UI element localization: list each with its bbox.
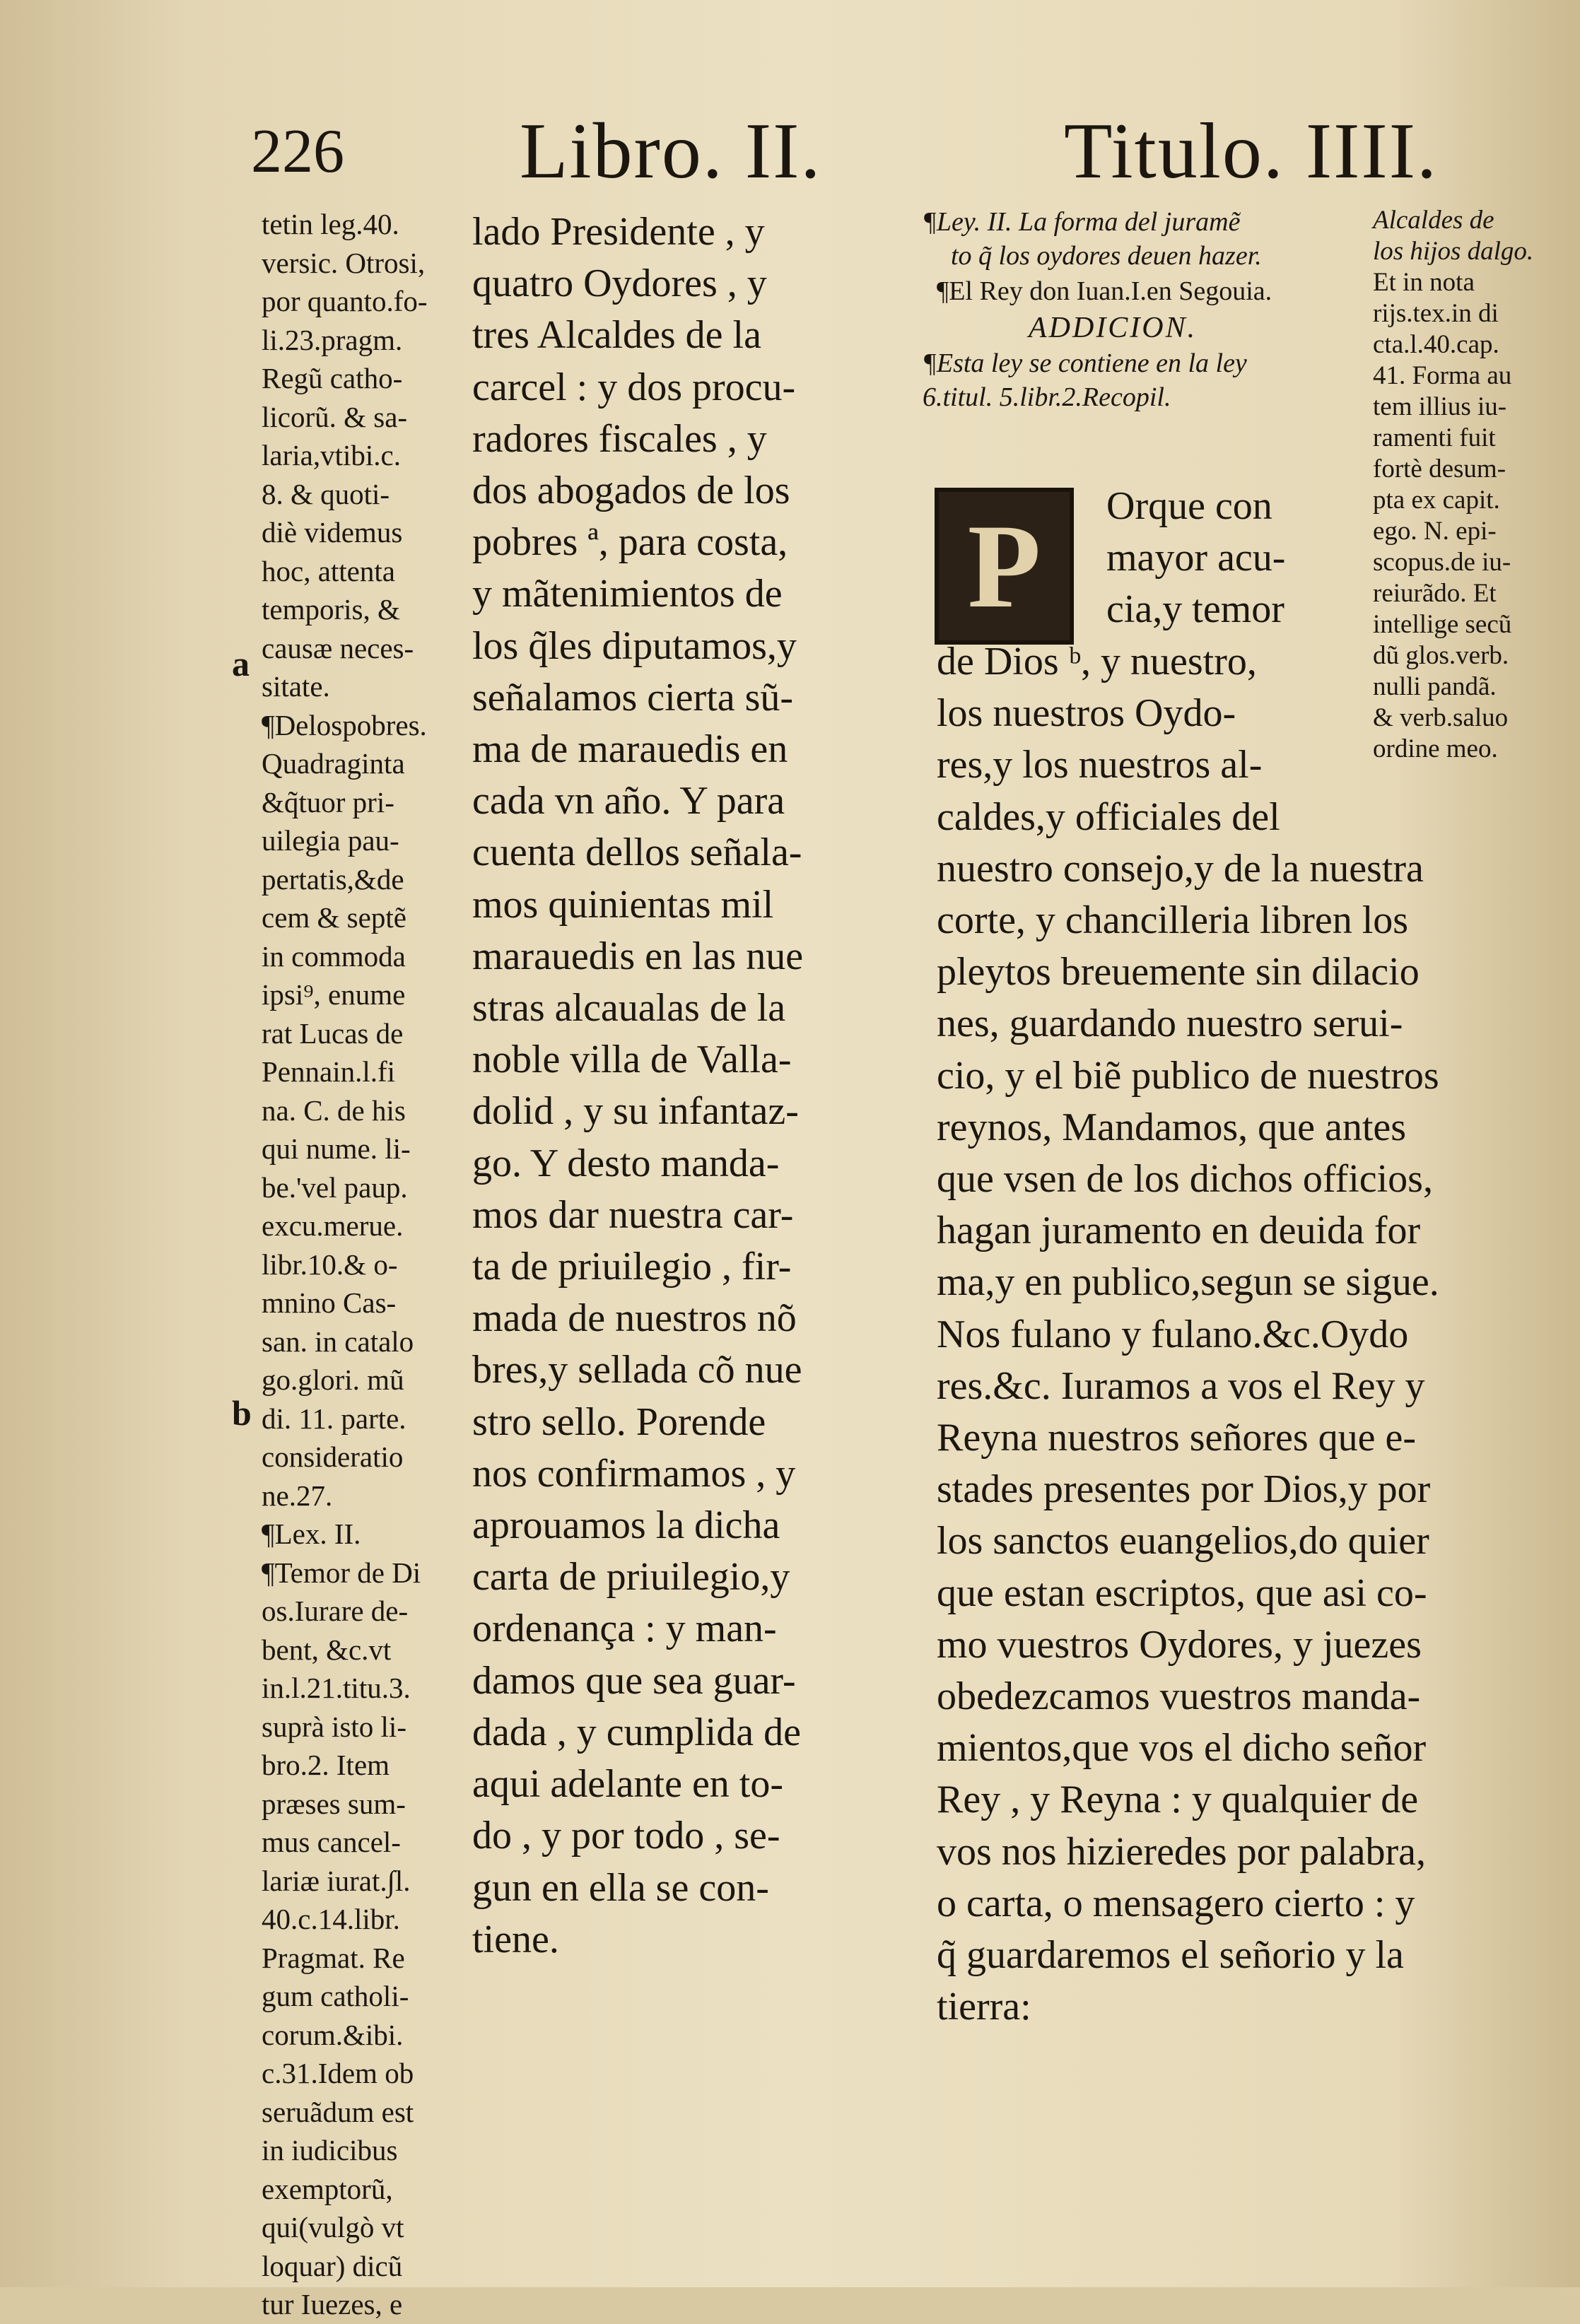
running-head-title: Titulo. IIII. <box>1064 107 1439 195</box>
gloss-line: ¶Delospobres. <box>262 708 427 741</box>
gloss-line: ne.27. <box>262 1479 333 1512</box>
gloss-line: Et in nota <box>1373 268 1475 297</box>
addicion-heading: ADDICION. <box>1029 312 1198 344</box>
text-line: mada de nuestros nõ <box>472 1296 797 1341</box>
text-line: o carta, o mensagero cierto : y <box>937 1881 1415 1925</box>
gloss-line: versic. Otrosi, <box>262 246 426 279</box>
gloss-line: exemptorũ, <box>262 2172 393 2205</box>
ornamental-initial <box>935 488 1074 645</box>
gloss-line: consideratio <box>262 1440 404 1473</box>
gloss-line: Regũ catho- <box>262 362 403 394</box>
gloss-line: laria,vtibi.c. <box>262 439 401 471</box>
text-line: dolid , y su infantaz- <box>472 1089 799 1134</box>
gloss-line: in.l.21.titu.3. <box>262 1672 411 1704</box>
text-line: ordenança : y man- <box>472 1607 777 1651</box>
gloss-line: por quanto.fo- <box>262 285 428 317</box>
gloss-line: loquar) dicũ <box>262 2249 403 2282</box>
king-attribution: ¶El Rey don Iuan.I.en Segouia. <box>937 276 1272 306</box>
right-margin-gloss <box>1373 205 1543 765</box>
recopilacion-note: ¶Esta ley se contiene en la ley <box>923 348 1247 378</box>
gloss-marker-b: b <box>232 1393 252 1433</box>
gloss-line: Pragmat. Re <box>262 1941 405 1974</box>
gloss-line: intellige secũ <box>1373 610 1512 639</box>
text-line: do , y por todo , se- <box>472 1814 780 1858</box>
gloss-line: hoc, attenta <box>262 554 395 587</box>
gloss-line: qui nume. li- <box>262 1132 411 1165</box>
gloss-line: go.glori. mũ <box>262 1363 404 1396</box>
text-line: q̃ guardaremos el señorio y la <box>937 1933 1404 1978</box>
gloss-line: &q̃tuor pri- <box>262 785 394 818</box>
gloss-line: ipsi⁹, enume <box>262 978 406 1011</box>
law-rubric-line: ¶Ley. II. La forma del juramẽ <box>923 207 1241 237</box>
text-line: cio, y el biẽ publico de nuestros <box>937 1053 1439 1098</box>
gloss-line: & verb.saluo <box>1373 703 1509 732</box>
right-body-indented <box>1106 481 1285 636</box>
text-line: aqui adelante en to- <box>472 1762 784 1807</box>
text-line: caldes,y officiales del <box>937 794 1280 839</box>
gloss-line: 41. Forma au <box>1373 361 1512 390</box>
text-line: gun en ella se con- <box>472 1865 769 1910</box>
text-line: mientos,que vos el dicho señor <box>937 1726 1427 1771</box>
gloss-line: Pennain.l.fi <box>262 1055 396 1088</box>
gloss-title: los hijos dalgo. <box>1373 237 1534 266</box>
text-line: go. Y desto manda- <box>472 1141 780 1185</box>
gloss-line: 8. & quoti- <box>262 477 390 510</box>
text-line: los q̃les diputamos,y <box>472 623 797 668</box>
gloss-line: corum.&ibi. <box>262 2018 404 2051</box>
gloss-line: lariæ iurat.∫l. <box>262 1864 411 1897</box>
text-line: reynos, Mandamos, que antes <box>937 1105 1407 1149</box>
gloss-line: fortè desum- <box>1373 454 1506 483</box>
gloss-line: os.Iurare de- <box>262 1595 409 1627</box>
gloss-line: sitate. <box>262 670 330 703</box>
text-line: mayor acu- <box>1106 536 1286 580</box>
gloss-line: 40.c.14.libr. <box>262 1903 400 1935</box>
gloss-line: bent, &c.vt <box>262 1633 392 1666</box>
text-line: señalamos cierta sũ- <box>472 675 794 720</box>
recopilacion-note: 6.titul. 5.libr.2.Recopil. <box>923 382 1171 412</box>
text-line: stades presentes por Dios,y por <box>937 1467 1431 1512</box>
gloss-line: rat Lucas de <box>262 1016 404 1050</box>
text-line: los nuestros Oydo- <box>937 691 1236 736</box>
gloss-line: na. C. de his <box>262 1093 406 1127</box>
text-line: ma de marauedis en <box>472 727 788 772</box>
gloss-line: bro.2. Item <box>262 1749 390 1781</box>
text-line: los sanctos euangelios,do quier <box>937 1519 1429 1563</box>
gloss-line: rijs.tex.in di <box>1373 299 1499 328</box>
gloss-line: causæ neces- <box>262 631 414 664</box>
text-line: cuenta dellos señala- <box>472 831 802 875</box>
text-line: pobres ª, para costa, <box>472 520 788 565</box>
gloss-line: suprà isto li- <box>262 1710 406 1743</box>
text-line: vos nos hizieredes por palabra, <box>937 1829 1426 1874</box>
text-line: tres Alcaldes de la <box>472 313 761 358</box>
gloss-line: pertatis,&de <box>262 862 404 896</box>
text-line: quatro Oydores , y <box>472 262 767 306</box>
text-line: cada vn año. Y para <box>472 779 785 823</box>
gloss-line: li.23.pragm. <box>262 323 403 356</box>
gloss-line: reiurãdo. Et <box>1373 579 1497 608</box>
text-line: ma,y en publico,segun se sigue. <box>937 1260 1439 1305</box>
gloss-line: gum catholi- <box>262 1980 409 2012</box>
gloss-line: in commoda <box>262 939 406 973</box>
page-header <box>0 106 1580 195</box>
gloss-line: uilegia pau- <box>262 824 399 857</box>
gloss-line: nulli pandã. <box>1373 672 1497 701</box>
text-line: nos confirmamos , y <box>472 1451 796 1496</box>
text-line: carta de priuilegio,y <box>472 1555 790 1600</box>
ornamental-initial-letter: P <box>967 500 1041 633</box>
text-line: que estan escriptos, que asi co- <box>937 1571 1427 1615</box>
gloss-line: licorũ. & sa- <box>262 400 408 433</box>
gloss-line: in iudicibus <box>262 2134 398 2166</box>
text-line: dada , y cumplida de <box>472 1710 801 1754</box>
gloss-line: tetin leg.40. <box>262 208 399 240</box>
text-line: pleytos breuemente sin dilacio <box>937 950 1420 994</box>
text-line: Orque con <box>1106 484 1272 528</box>
text-line: damos que sea guar- <box>472 1658 796 1703</box>
text-line: stro sello. Porende <box>472 1399 766 1444</box>
text-line: bres,y sellada cõ nue <box>472 1348 802 1392</box>
text-line: res.&c. Iuramos a vos el Rey y <box>937 1363 1425 1408</box>
gloss-line: diè videmus <box>262 516 403 548</box>
gloss-line: Quadraginta <box>262 747 405 780</box>
right-body-text <box>937 636 1545 2033</box>
text-line: noble villa de Valla- <box>472 1038 792 1082</box>
text-line: stras alcaualas de la <box>472 986 786 1031</box>
gloss-line: excu.merue. <box>262 1209 404 1242</box>
text-line: mos quinientas mil <box>472 882 774 927</box>
text-line: radores fiscales , y <box>472 416 767 461</box>
page-number: 226 <box>251 117 344 186</box>
gloss-line: ¶Lex. II. <box>262 1518 361 1550</box>
gloss-line: ordine meo. <box>1373 734 1498 763</box>
text-line: tiene. <box>472 1917 559 1961</box>
running-head-book: Libro. II. <box>520 107 822 195</box>
text-line: lado Presidente , y <box>472 210 765 254</box>
left-margin-gloss <box>262 205 445 2324</box>
text-line: corte, y chancilleria libren los <box>937 898 1409 943</box>
center-text-column <box>472 206 889 1966</box>
gloss-line: seruãdum est <box>262 2095 414 2128</box>
text-line: carcel : y dos procu- <box>472 365 796 409</box>
gloss-title: Alcaldes de <box>1373 206 1494 235</box>
gloss-line: scopus.de iu- <box>1373 548 1511 577</box>
gloss-line: præses sum- <box>262 1787 406 1820</box>
gloss-line: ramenti fuit <box>1373 423 1496 452</box>
text-line: nuestro consejo,y de la nuestra <box>937 846 1424 891</box>
text-line: res,y los nuestros al- <box>937 743 1263 787</box>
gloss-line: mus cancel- <box>262 1826 401 1858</box>
gloss-line: mnino Cas- <box>262 1286 397 1319</box>
text-line: Nos fulano y fulano.&c.Oydo <box>937 1312 1409 1356</box>
right-text-column-head <box>923 205 1403 414</box>
gloss-line: pta ex capit. <box>1373 486 1500 515</box>
gloss-line: di. 11. parte. <box>262 1402 406 1435</box>
gloss-line: be.'vel paup. <box>262 1170 408 1204</box>
text-line: y mãtenimientos de <box>472 572 783 616</box>
text-line: Rey , y Reyna : y qualquier de <box>937 1778 1419 1822</box>
text-line: mos dar nuestra car- <box>472 1192 794 1237</box>
text-line: hagan juramento en deuida for <box>937 1209 1421 1253</box>
gloss-line: libr.10.& o- <box>262 1248 398 1281</box>
gloss-line: san. in catalo <box>262 1325 414 1358</box>
gloss-line: dũ glos.verb. <box>1373 641 1509 670</box>
gloss-line: tem illius iu- <box>1373 392 1507 421</box>
text-line: nes, guardando nuestro serui- <box>937 1002 1403 1046</box>
text-line: de Dios ᵇ, y nuestro, <box>937 640 1257 683</box>
gloss-line: temporis, & <box>262 593 400 626</box>
text-line: dos abogados de los <box>472 469 790 513</box>
text-line: obedezcamos vuestros manda- <box>937 1674 1421 1719</box>
gloss-line: qui(vulgò vt <box>262 2211 404 2243</box>
gloss-line: ego. N. epi- <box>1373 517 1497 546</box>
text-line: cia,y temor <box>1106 587 1285 632</box>
gloss-line: cta.l.40.cap. <box>1373 330 1499 359</box>
text-line: Reyna nuestros señores que e- <box>937 1416 1417 1460</box>
gloss-marker-a: a <box>232 644 250 683</box>
text-line: ta de priuilegio , fir- <box>472 1245 792 1289</box>
text-line: tierra: <box>937 1985 1031 2029</box>
law-rubric-line: to q̃ los oydores deuen hazer. <box>951 241 1262 271</box>
text-line: aprouamos la dicha <box>472 1503 780 1548</box>
text-line: mo vuestros Oydores, y juezes <box>937 1622 1422 1667</box>
gloss-line: c.31.Idem ob <box>262 2057 414 2089</box>
gloss-line: cem & septẽ <box>262 901 406 934</box>
text-line: marauedis en las nue <box>472 934 804 978</box>
text-line: que vsen de los dichos officios, <box>937 1157 1433 1202</box>
gloss-line: tur Iuezes, e <box>262 2288 403 2320</box>
gloss-line: ¶Temor de Di <box>262 1556 421 1589</box>
